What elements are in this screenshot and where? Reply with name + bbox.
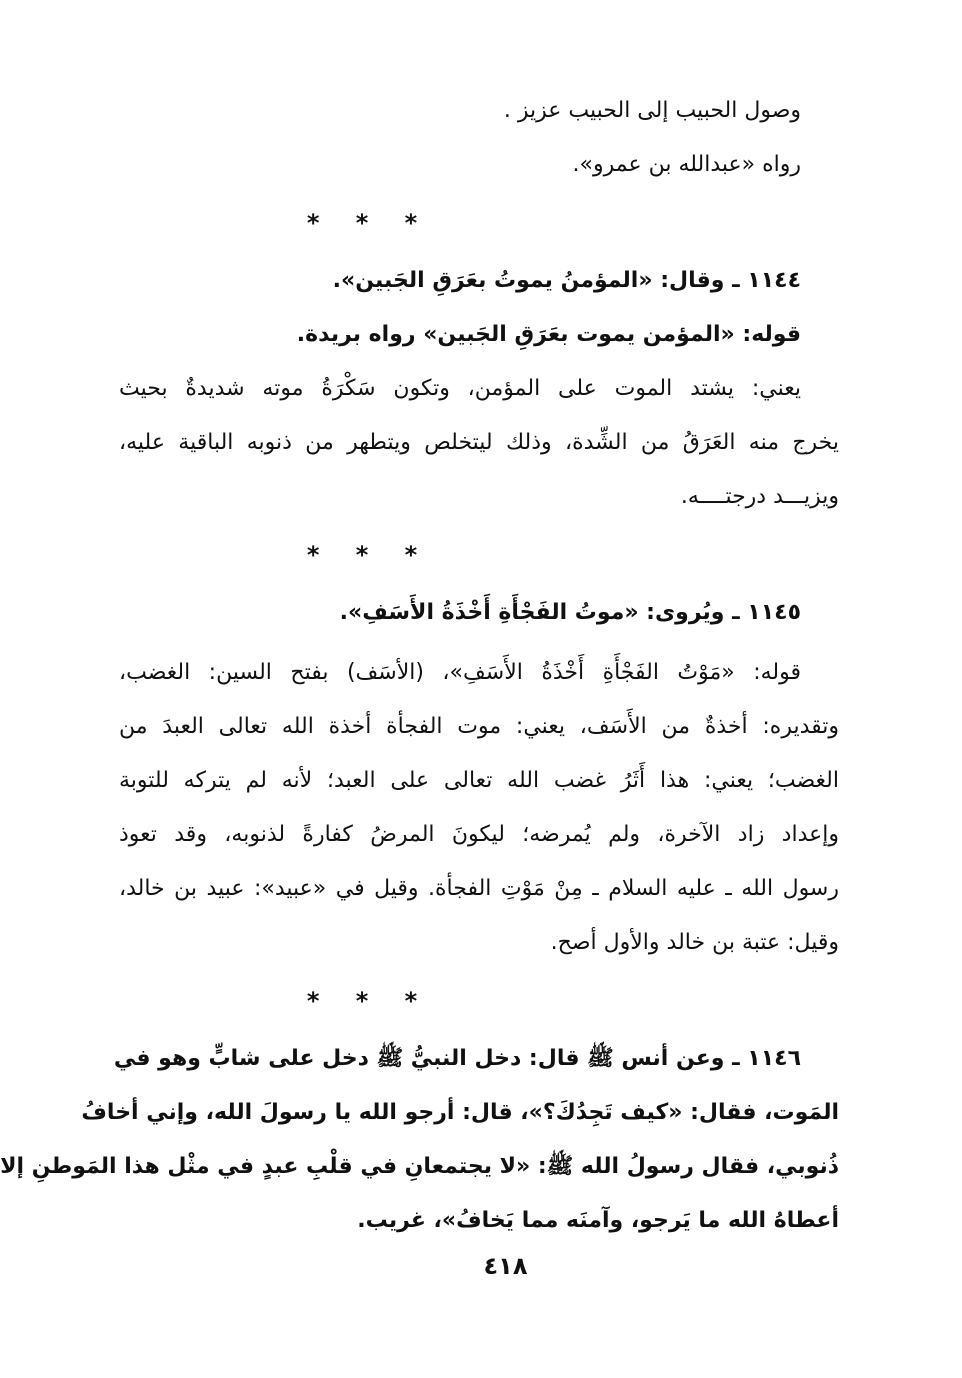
hadith-1144-heading: ١١٤٤ ـ وقال: «المؤمنُ يموتُ بعَرَقِ الجَبين». (332, 268, 801, 293)
commentary-1145-line: الغضب؛ يعني: هذا أَثَرُ غضب الله تعالى على العبد؛ لأنه لم يتركه للتوبة (119, 768, 839, 793)
page-number: ٤١٨ (483, 1252, 528, 1280)
section-separator: * * * (306, 987, 432, 1015)
document-page (0, 84, 839, 1248)
commentary-1145-line: وتقديره: أخذةٌ من الأَسَف، يعني: موت الفجأة أخذة الله تعالى العبدَ من (119, 714, 839, 739)
commentary-1144-line: ويزيـــد درجتــــه. (680, 484, 839, 509)
commentary-1145-line: رسول الله ـ عليه السلام ـ مِنْ مَوْتِ الفجأة. وقيل في «عبيد»: عبيد بن خالد، (119, 876, 839, 901)
hadith-1146-line: ذُنوبي، فقال رسولُ الله ﷺ: «لا يجتمعانِ في قلْبِ عبدٍ في مثْل هذا المَوطنِ إلا (0, 1154, 839, 1179)
commentary-1144-line: يعني: يشتد الموت على المؤمن، وتكون سَكْرَةُ موته شديدةٌ بحيث (119, 376, 801, 401)
section-separator: * * * (306, 209, 432, 237)
paragraph-line: وصول الحبيب إلى الحبيب عزيز . (503, 98, 801, 123)
hadith-1146-line: أعطاهُ الله ما يَرجو، وآمنَه مما يَخافُ»، غريب. (357, 1208, 839, 1233)
hadith-1145-heading: ١١٤٥ ـ ويُروى: «موتُ الفَجْأَةِ أَخْذَةُ الأَسَفِ». (339, 600, 801, 625)
commentary-1144-intro: قوله: «المؤمن يموت بعَرَقِ الجَبين» رواه بريدة. (296, 322, 801, 347)
narrator-line: رواه «عبدالله بن عمرو». (572, 152, 801, 177)
section-separator: * * * (306, 541, 432, 569)
commentary-1144-line: يخرج منه العَرَقُ من الشِّدة، وذلك ليتخلص ويتطهر من ذنوبه الباقية عليه، (119, 430, 839, 455)
commentary-1145-line: قوله: «مَوْتُ الفَجْأَةِ أَخْذَةُ الأَسَفِ»، (الأسَف) بفتح السين: الغضب، (119, 660, 801, 685)
commentary-1145-line: وقيل: عتبة بن خالد والأول أصح. (550, 930, 839, 955)
hadith-1146-line: ١١٤٦ ـ وعن أنس ﷺ قال: دخل النبيُّ ﷺ دخل على شابٍّ وهو في (113, 1046, 801, 1071)
commentary-1145-line: وإعداد زاد الآخرة، ولم يُمرضه؛ ليكونَ المرضُ كفارةً لذنوبه، وقد تعوذ (119, 822, 839, 847)
hadith-1146-line: المَوت، فقال: «كيف تَجِدُكَ؟»، قال: أرجو الله يا رسولَ الله، وإني أخافُ (81, 1100, 839, 1125)
